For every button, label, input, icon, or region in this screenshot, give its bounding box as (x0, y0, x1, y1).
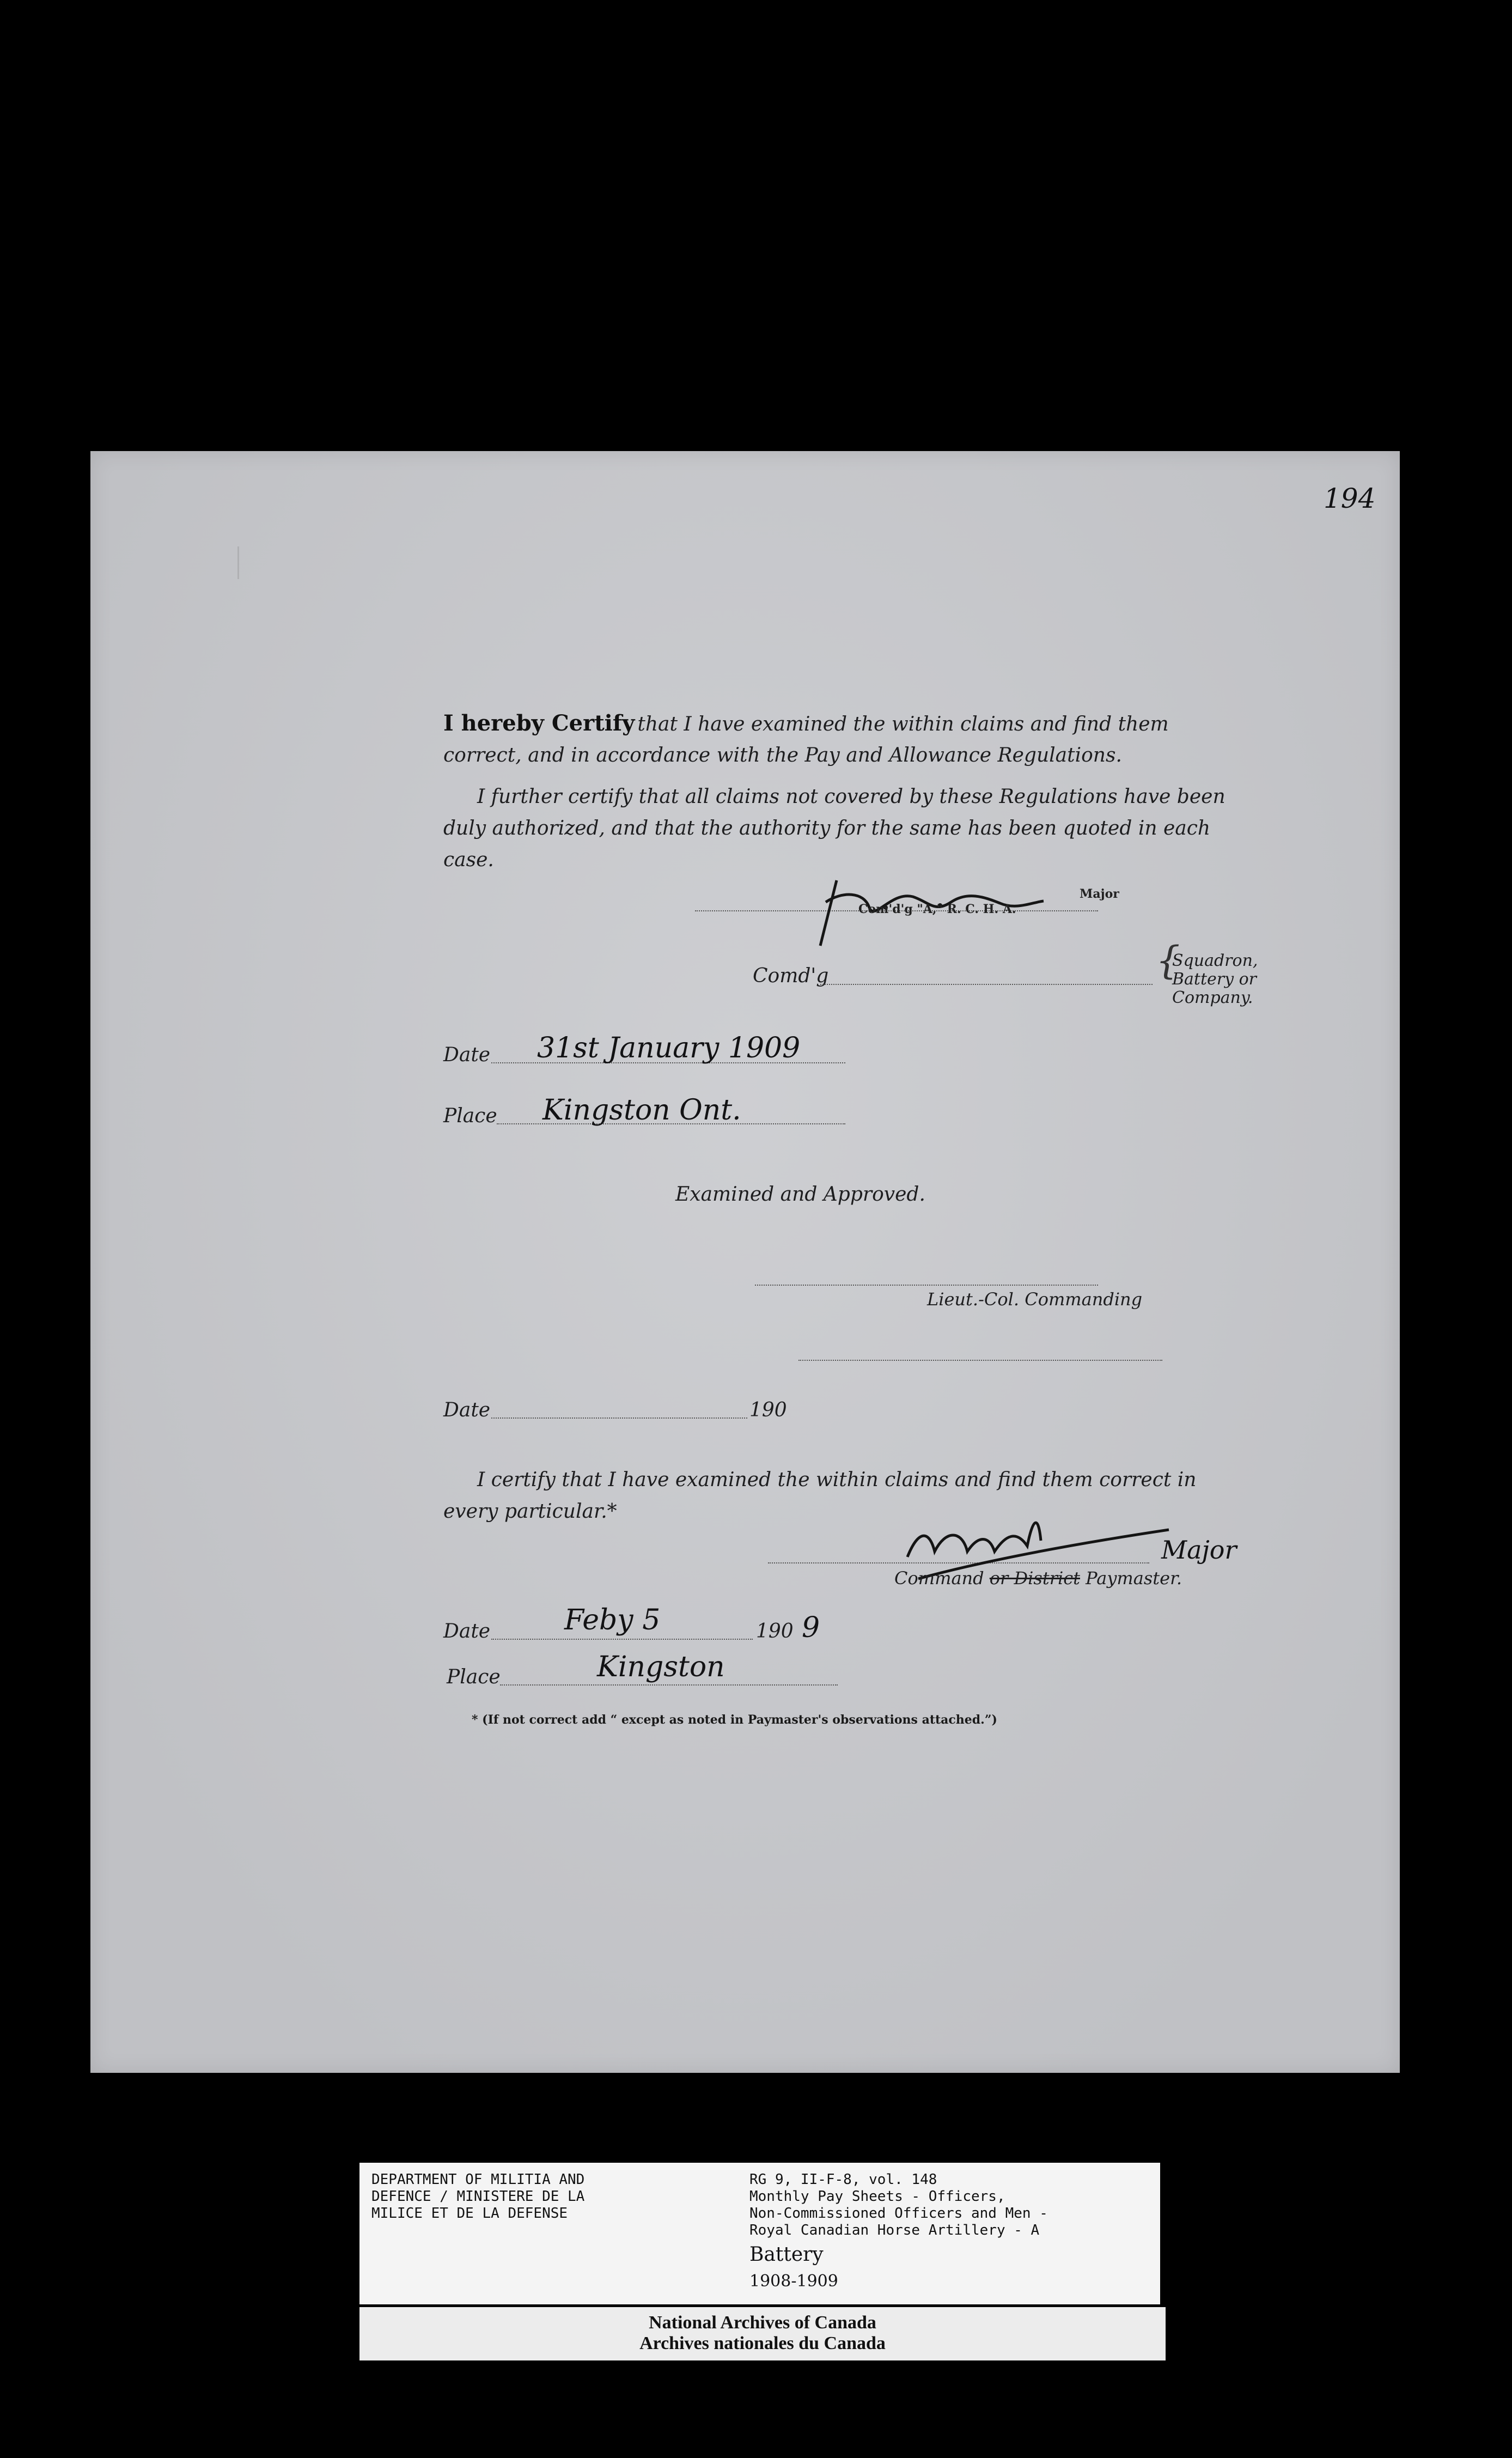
year-prefix-3: 190 (756, 1620, 794, 1642)
reference-battery: Battery (749, 2243, 824, 2266)
document-page (90, 451, 1400, 2073)
department-line-1: DEPARTMENT OF MILITIA AND (371, 2171, 585, 2188)
date-value-1: 31st January 1909 (537, 1032, 801, 1064)
ltcol-commanding: Lieut.-Col. Commanding (927, 1289, 1143, 1310)
paymaster-rank: Major (1161, 1535, 1237, 1565)
district-word: or District (989, 1568, 1080, 1589)
approval-line (798, 1360, 1162, 1361)
page-number: 194 (1324, 483, 1376, 514)
place-value-1: Kingston Ont. (542, 1094, 741, 1127)
place-line-3 (500, 1684, 838, 1686)
brace: { (1156, 938, 1180, 983)
year-suffix-3: 9 (802, 1611, 820, 1644)
place-label-3: Place (447, 1666, 501, 1688)
date-line-2 (491, 1417, 747, 1419)
certificate-text-1: that I have examined the within claims and find them (637, 713, 1169, 735)
comdg-label: Comd'g (753, 965, 829, 987)
archives-french: Archives nationales du Canada (639, 2333, 886, 2353)
reference-line-4: Royal Canadian Horse Artillery - A (749, 2222, 1040, 2238)
reference-line-1: RG 9, II-F-8, vol. 148 (749, 2171, 937, 2188)
date-label-2: Date (443, 1399, 491, 1421)
place-value-3: Kingston (597, 1651, 725, 1683)
place-label-1: Place (443, 1105, 497, 1127)
bleed-through-mark (237, 546, 283, 579)
paymaster-cert-1: I certify that I have examined the within claims and find them correct in (477, 1469, 1197, 1491)
further-certify-3: case. (443, 849, 494, 871)
date-value-3: Feby 5 (564, 1604, 661, 1636)
unit-type-3: Company. (1172, 988, 1253, 1007)
paymaster-word: Paymaster. (1086, 1568, 1182, 1589)
ltcol-signature-line (755, 1285, 1098, 1286)
unit-type-2: Battery or (1172, 970, 1257, 989)
unit-type-1: Squadron, (1172, 951, 1258, 970)
year-prefix-2: 190 (749, 1399, 787, 1421)
comdg-line (820, 984, 1153, 985)
archives-label-card (359, 2307, 1166, 2360)
command-word: Command (894, 1568, 984, 1589)
paymaster-command (894, 1568, 1182, 1589)
stamp-rank: Major (1080, 887, 1119, 901)
reference-years: 1908-1909 (749, 2272, 838, 2291)
examined-approved: Examined and Approved. (675, 1183, 925, 1206)
archives-english: National Archives of Canada (649, 2313, 876, 2333)
date-line-3 (491, 1639, 753, 1640)
archive-reference-card (359, 2163, 1160, 2304)
reference-line-2: Monthly Pay Sheets - Officers, (749, 2188, 1005, 2205)
department-line-3: MILICE ET DE LA DEFENSE (371, 2205, 568, 2222)
certificate-heading: I hereby Certify (443, 710, 635, 736)
department-line-2: DEFENCE / MINISTERE DE LA (371, 2188, 585, 2205)
further-certify-2: duly authorized, and that the authority for the same has been quoted in each (443, 817, 1211, 839)
certificate-text-2: correct, and in accordance with the Pay and Allowance Regulations. (443, 744, 1122, 766)
paymaster-cert-2: every particular.* (443, 1500, 617, 1523)
date-label-1: Date (443, 1044, 491, 1066)
stamp-unit: Com'd'g "A," R. C. H. A. (858, 902, 1016, 916)
reference-line-3: Non-Commissioned Officers and Men - (749, 2205, 1048, 2222)
footnote: * (If not correct add “ except as noted in Paymaster's observations attached.”) (472, 1713, 997, 1727)
certificate-line-1 (443, 710, 1169, 736)
further-certify-1: I further certify that all claims not covered by these Regulations have been (477, 786, 1226, 808)
date-label-3: Date (443, 1620, 491, 1642)
